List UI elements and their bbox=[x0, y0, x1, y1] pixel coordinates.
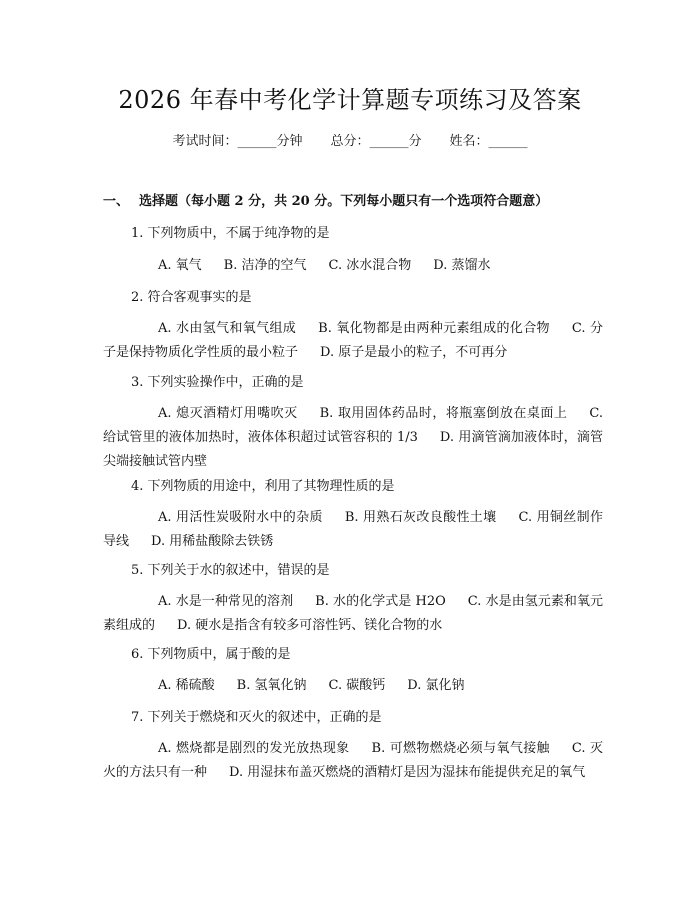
total-score-field: 总分：______分 bbox=[330, 134, 422, 149]
exam-meta bbox=[0, 132, 700, 152]
question-options-1 bbox=[103, 254, 603, 278]
option-b: B. 氢氧化钠 bbox=[236, 678, 307, 693]
option-a: A. 水由氢气和氧气组成 bbox=[158, 321, 297, 336]
option-b: B. 水的化学式是 H2O bbox=[315, 594, 446, 609]
section-number: 一、 bbox=[103, 194, 130, 209]
question-stem-7: 7. 下列关于燃烧和灭火的叙述中，正确的是 bbox=[131, 710, 382, 725]
student-name-field: 姓名：______ bbox=[449, 134, 528, 149]
page-title: 2026 年春中考化学计算题专项练习及答案 bbox=[118, 86, 582, 114]
option-d: D. 用湿抹布盖灭燃烧的酒精灯是因为湿抹布能提供充足的氧气 bbox=[229, 765, 586, 780]
option-b: B. 用熟石灰改良酸性土壤 bbox=[344, 510, 497, 525]
option-d: D. 氯化钠 bbox=[407, 678, 465, 693]
exam-time-field: 考试时间：______分钟 bbox=[172, 134, 303, 149]
question-options-3 bbox=[103, 402, 603, 474]
option-b: B. 取用固体药品时，将瓶塞倒放在桌面上 bbox=[319, 406, 568, 421]
question-options-6 bbox=[103, 674, 603, 698]
option-c: C. 碳酸钙 bbox=[328, 678, 386, 693]
option-b: B. 可燃物燃烧必须与氧气接触 bbox=[371, 741, 550, 756]
option-d: D. 原子是最小的粒子，不可再分 bbox=[320, 345, 508, 360]
option-a: A. 燃烧都是剧烈的发光放热现象 bbox=[158, 741, 350, 756]
option-a: A. 水是一种常见的溶剂 bbox=[158, 594, 294, 609]
question-options-5 bbox=[103, 590, 603, 638]
option-c: C. 用铜丝制作导线 bbox=[103, 510, 603, 549]
option-b: B. 洁净的空气 bbox=[223, 258, 307, 273]
option-c: C. 分子是保持物质化学性质的最小粒子 bbox=[103, 321, 604, 360]
option-a: A. 稀硫酸 bbox=[158, 678, 215, 693]
option-c: C. 水是由氢元素和氧元素组成的 bbox=[103, 594, 604, 633]
option-c: C. 给试管里的液体加热时，液体体积超过试管容积的 1/3 bbox=[103, 406, 603, 445]
section-text: 选择题（每小题 2 分，共 20 分。下列每小题只有一个选项符合题意） bbox=[139, 194, 549, 209]
question-stem-1: 1. 下列物质中，不属于纯净物的是 bbox=[131, 226, 330, 241]
question-stem-5: 5. 下列关于水的叙述中，错误的是 bbox=[131, 563, 330, 578]
section-heading bbox=[103, 192, 548, 212]
question-options-2 bbox=[103, 317, 603, 365]
question-stem-2: 2. 符合客观事实的是 bbox=[131, 290, 252, 305]
option-c: C. 冰水混合物 bbox=[328, 258, 412, 273]
option-c: C. 灭火的方法只有一种 bbox=[103, 741, 604, 780]
question-options-4 bbox=[103, 506, 603, 554]
question-options-7 bbox=[103, 737, 603, 785]
option-d: D. 用稀盐酸除去铁锈 bbox=[151, 534, 274, 549]
option-d: D. 用滴管滴加液体时，滴管尖端接触试管内壁 bbox=[103, 430, 603, 469]
option-b: B. 氧化物都是由两种元素组成的化合物 bbox=[318, 321, 550, 336]
option-d: D. 蒸馏水 bbox=[433, 258, 491, 273]
option-d: D. 硬水是指含有较多可溶性钙、镁化合物的水 bbox=[177, 618, 443, 633]
option-a: A. 用活性炭吸附水中的杂质 bbox=[158, 510, 323, 525]
option-a: A. 熄灭酒精灯用嘴吹灭 bbox=[158, 406, 298, 421]
option-a: A. 氧气 bbox=[158, 258, 202, 273]
question-stem-6: 6. 下列物质中，属于酸的是 bbox=[131, 647, 291, 662]
question-stem-3: 3. 下列实验操作中，正确的是 bbox=[131, 375, 304, 390]
question-stem-4: 4. 下列物质的用途中，利用了其物理性质的是 bbox=[131, 479, 395, 494]
